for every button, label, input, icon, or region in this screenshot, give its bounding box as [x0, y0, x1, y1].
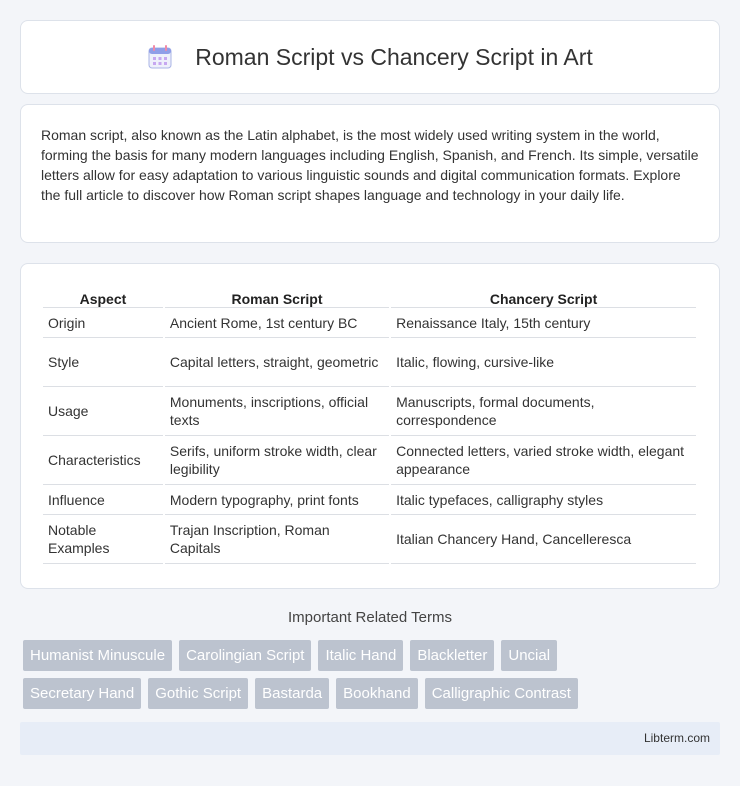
table-cell: Italic typefaces, calligraphy styles: [391, 485, 696, 515]
related-term-tag[interactable]: Italic Hand: [318, 640, 403, 671]
table-cell: Renaissance Italy, 15th century: [391, 308, 696, 338]
column-header: Aspect: [43, 282, 163, 308]
related-term-tag[interactable]: Bookhand: [336, 678, 418, 709]
column-header: Roman Script: [165, 282, 389, 308]
table-row: [43, 515, 696, 564]
related-terms-title: Important Related Terms: [288, 609, 452, 626]
table-header-row: [43, 282, 696, 308]
table-cell: Characteristics: [43, 436, 163, 485]
related-term-tag[interactable]: Bastarda: [255, 678, 329, 709]
table-cell: Origin: [43, 308, 163, 338]
intro-paragraph: Roman script, also known as the Latin alphabet, is the most widely used writing system in the world, forming the basis for many modern languages including English, Spanish, and French. Its simple, versatile letters allow for easy adaptation to various linguistic sounds and digital communication formats. Explore the full article to discover how Roman script shapes language and technology in your daily life.: [41, 127, 699, 203]
table-cell: Capital letters, straight, geometric: [165, 338, 389, 387]
table-cell: Monuments, inscriptions, official texts: [165, 387, 389, 436]
intro-card: [20, 104, 720, 243]
tag-row: [23, 640, 720, 671]
comparison-table: [41, 282, 698, 564]
table-row: [43, 387, 696, 436]
table-cell: Influence: [43, 485, 163, 515]
table-cell: Serifs, uniform stroke width, clear legibility: [165, 436, 389, 485]
table-row: [43, 485, 696, 515]
table-row: [43, 436, 696, 485]
related-terms-list: [20, 640, 720, 716]
table-cell: Manuscripts, formal documents, correspondence: [391, 387, 696, 436]
table-row: [43, 338, 696, 387]
related-term-tag[interactable]: Calligraphic Contrast: [425, 678, 578, 709]
table-cell: Style: [43, 338, 163, 387]
related-term-tag[interactable]: Uncial: [501, 640, 557, 671]
comparison-table-card: [20, 263, 720, 589]
tag-row: [23, 678, 720, 709]
footer: [20, 722, 720, 755]
table-cell: Modern typography, print fonts: [165, 485, 389, 515]
header-card: [20, 20, 720, 94]
related-term-tag[interactable]: Gothic Script: [148, 678, 248, 709]
table-cell: Usage: [43, 387, 163, 436]
table-cell: Ancient Rome, 1st century BC: [165, 308, 389, 338]
related-term-tag[interactable]: Blackletter: [410, 640, 494, 671]
table-cell: Trajan Inscription, Roman Capitals: [165, 515, 389, 564]
table-cell: Connected letters, varied stroke width, elegant appearance: [391, 436, 696, 485]
page-title: Roman Script vs Chancery Script in Art: [195, 43, 593, 70]
related-term-tag[interactable]: Humanist Minuscule: [23, 640, 172, 671]
table-row: [43, 308, 696, 338]
related-term-tag[interactable]: Carolingian Script: [179, 640, 311, 671]
table-cell: Italian Chancery Hand, Cancelleresca: [391, 515, 696, 564]
column-header: Chancery Script: [391, 282, 696, 308]
footer-site-link[interactable]: Libterm.com: [643, 731, 710, 745]
table-cell: Notable Examples: [43, 515, 163, 564]
related-term-tag[interactable]: Secretary Hand: [23, 678, 141, 709]
calendar-icon: [147, 44, 173, 70]
table-cell: Italic, flowing, cursive-like: [391, 338, 696, 387]
